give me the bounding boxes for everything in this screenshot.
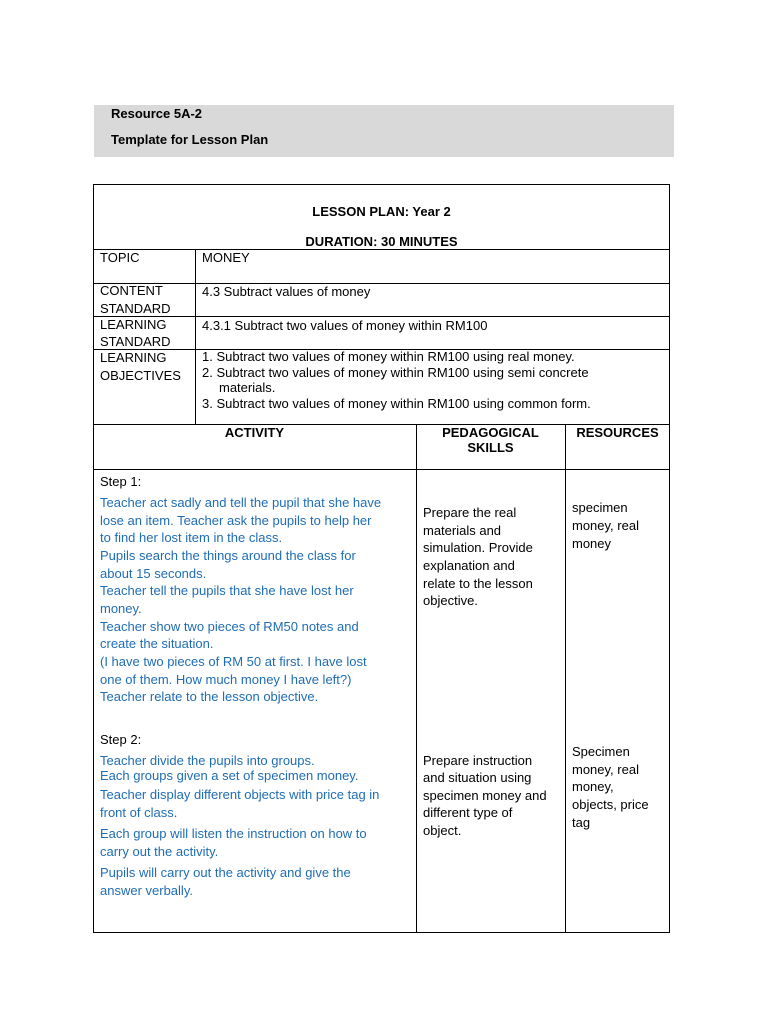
resource-line: money <box>572 536 612 551</box>
activity-line: front of class. <box>100 805 178 820</box>
activity-line: answer verbally. <box>100 883 193 898</box>
activity-line: about 15 seconds. <box>100 566 207 581</box>
pedagogy-line: object. <box>423 823 462 838</box>
learning-objectives-label: LEARNING <box>100 350 167 365</box>
column-divider <box>565 424 566 933</box>
row-divider <box>93 469 670 470</box>
activity-line: money. <box>100 601 142 616</box>
pedagogy-line: Prepare the real <box>423 505 517 520</box>
objective-item: 2. Subtract two values of money within RM100 using semi concrete <box>202 365 589 380</box>
content-standard-value: 4.3 Subtract values of money <box>202 284 371 299</box>
resource-line: money, real <box>572 518 639 533</box>
activity-line: lose an item. Teacher ask the pupils to help her <box>100 513 372 528</box>
activity-line: one of them. How much money I have left?) <box>100 672 352 687</box>
activity-line: Teacher tell the pupils that she have lost her <box>100 583 354 598</box>
pedagogy-line: different type of <box>423 805 513 820</box>
activity-line: Teacher act sadly and tell the pupil that she have <box>100 495 382 510</box>
pedagogy-line: specimen money and <box>423 788 547 803</box>
row-divider <box>93 283 670 284</box>
content-standard-label: CONTENT <box>100 283 163 298</box>
activity-line: (I have two pieces of RM 50 at first. I have lost <box>100 654 367 669</box>
topic-label: TOPIC <box>100 250 140 265</box>
pedagogical-skills-header: SKILLS <box>467 440 514 455</box>
pedagogy-line: objective. <box>423 593 478 608</box>
pedagogy-line: Prepare instruction <box>423 753 533 768</box>
activity-line: Pupils will carry out the activity and give the <box>100 865 351 880</box>
pedagogical-skills-header: PEDAGOGICAL <box>442 425 539 440</box>
activity-line: Teacher divide the pupils into groups. <box>100 753 315 768</box>
activity-line: Pupils search the things around the class for <box>100 548 356 563</box>
objective-item: 3. Subtract two values of money within RM100 using common form. <box>202 396 591 411</box>
pedagogy-line: relate to the lesson <box>423 576 533 591</box>
pedagogy-line: materials and <box>423 523 502 538</box>
resource-line: tag <box>572 815 591 830</box>
resource-id: Resource 5A-2 <box>94 105 674 130</box>
pedagogy-line: explanation and <box>423 558 515 573</box>
content-standard-label: STANDARD <box>100 301 171 316</box>
resource-line: Specimen <box>572 744 630 759</box>
pedagogy-line: and situation using <box>423 770 532 785</box>
activity-line: to find her lost item in the class. <box>100 530 283 545</box>
learning-standard-value: 4.3.1 Subtract two values of money within RM100 <box>202 318 488 333</box>
activity-header: ACTIVITY <box>224 425 285 440</box>
activity-line: create the situation. <box>100 636 214 651</box>
objective-item: materials. <box>219 380 276 395</box>
topic-value: MONEY <box>202 250 250 265</box>
pedagogy-line: simulation. Provide <box>423 540 533 555</box>
resource-line: money, <box>572 779 614 794</box>
duration: DURATION: 30 MINUTES <box>305 234 458 249</box>
activity-line: Teacher display different objects with price tag in <box>100 787 380 802</box>
step2-label: Step 2: <box>100 732 142 747</box>
resources-header: RESOURCES <box>576 425 659 440</box>
resource-line: specimen <box>572 500 628 515</box>
column-divider <box>195 249 196 424</box>
activity-line: Each groups given a set of specimen money. <box>100 768 359 783</box>
learning-standard-label: LEARNING <box>100 317 167 332</box>
activity-line: Each group will listen the instruction on how to <box>100 826 367 841</box>
step1-label: Step 1: <box>100 474 142 489</box>
resource-title: Template for Lesson Plan <box>94 130 674 157</box>
resource-line: money, real <box>572 762 639 777</box>
learning-objectives-label: OBJECTIVES <box>100 368 181 383</box>
lesson-plan-title: LESSON PLAN: Year 2 <box>312 204 451 219</box>
learning-standard-label: STANDARD <box>100 334 171 349</box>
activity-line: Teacher relate to the lesson objective. <box>100 689 319 704</box>
activity-line: Teacher show two pieces of RM50 notes and <box>100 619 359 634</box>
column-divider <box>416 424 417 933</box>
resource-line: objects, price <box>572 797 649 812</box>
activity-line: carry out the activity. <box>100 844 219 859</box>
objective-item: 1. Subtract two values of money within RM100 using real money. <box>202 349 575 364</box>
